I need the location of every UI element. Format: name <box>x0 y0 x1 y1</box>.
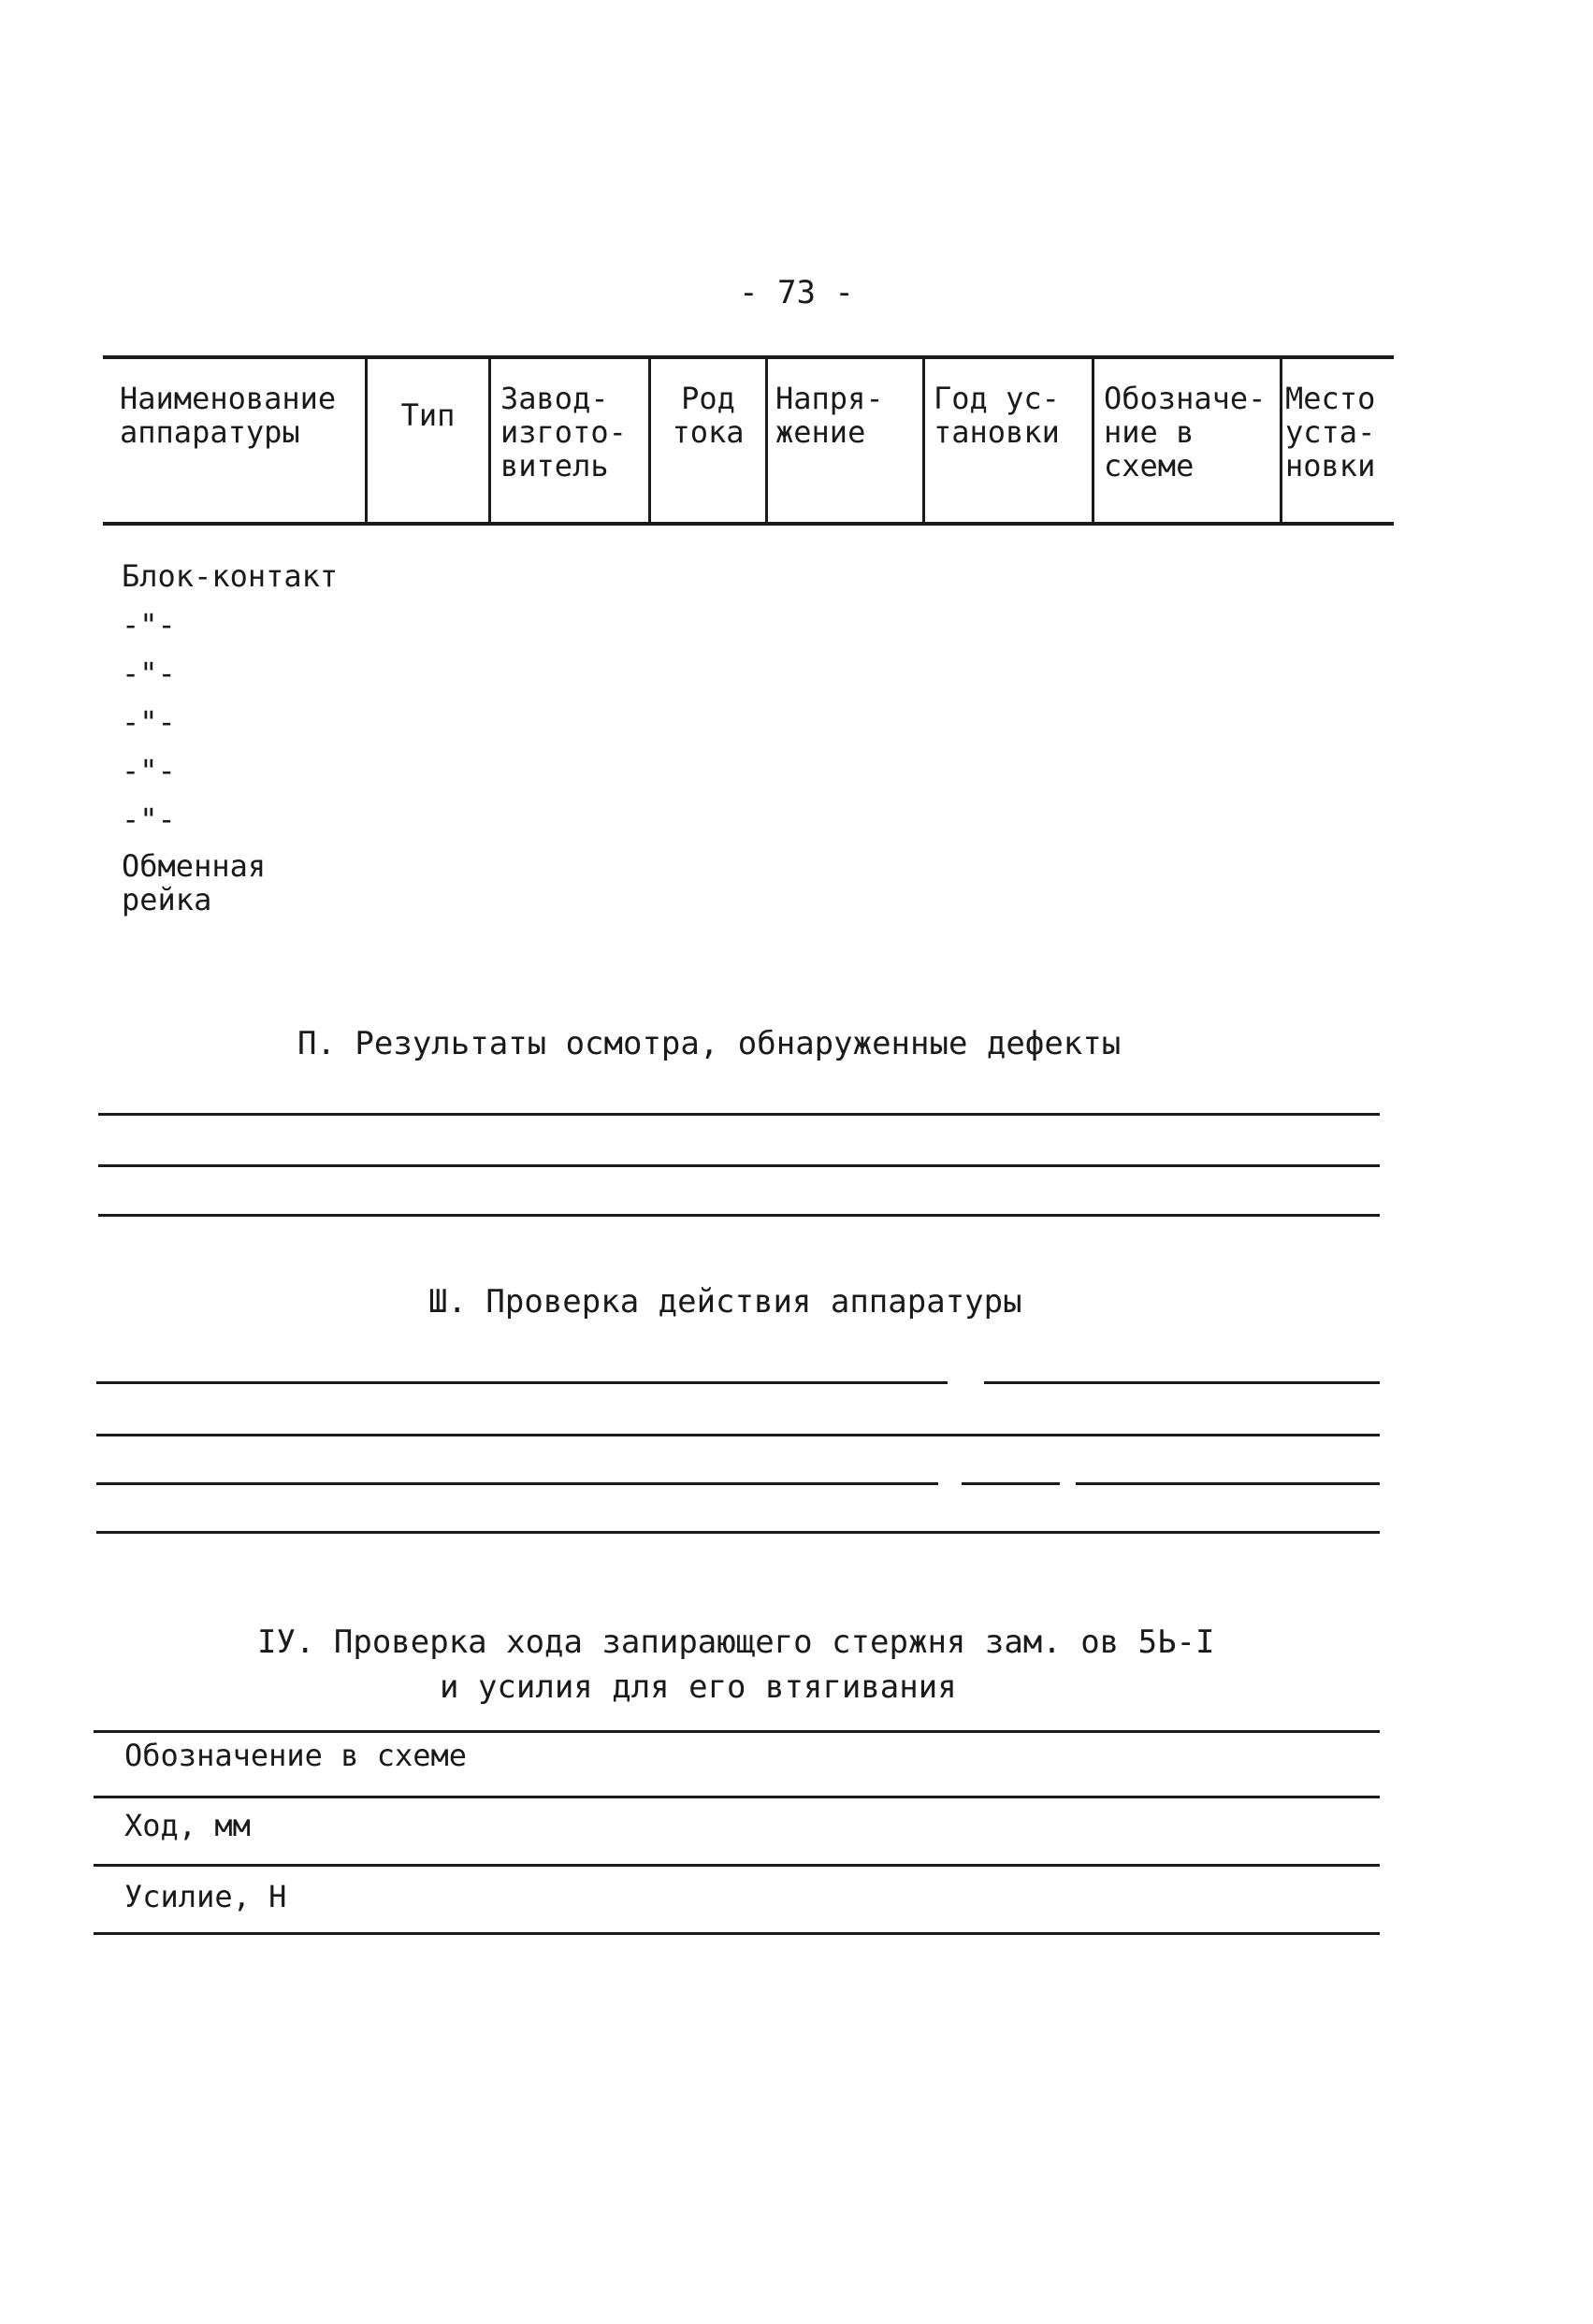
column-header-name: Наименование аппаратуры <box>120 381 337 450</box>
column-header-scheme-designation: Обозначе- ние в схеме <box>1104 381 1267 484</box>
table-top-rule <box>103 355 1394 359</box>
blank-line <box>1076 1482 1380 1485</box>
column-divider <box>765 357 768 524</box>
list-item: -"- <box>122 801 176 837</box>
blank-line <box>98 1214 1380 1217</box>
column-divider <box>365 357 368 524</box>
section-4-title-line-1: IУ. Проверка хода запирающего стержня зам. ов 5Ь-I <box>257 1624 1215 1661</box>
blank-line <box>984 1381 1380 1384</box>
field-scheme-designation: Обозначение в схеме <box>124 1738 468 1773</box>
table-header-bottom-rule <box>103 522 1394 526</box>
page-number: - 73 - <box>739 274 854 311</box>
column-header-type: Тип <box>400 397 456 433</box>
field-force-n: Усилие, Н <box>124 1879 287 1914</box>
column-header-manufacturer: Завод- изгото- витель <box>500 381 627 484</box>
column-divider <box>1092 357 1094 524</box>
section-2-title: П. Результаты осмотра, обнаруженные дефекты <box>297 1025 1122 1062</box>
blank-line <box>98 1113 1380 1116</box>
form-rule <box>94 1730 1380 1733</box>
list-item: -"- <box>122 656 176 691</box>
list-item: Обменная рейка <box>122 848 267 917</box>
column-header-voltage: Напря- жение <box>775 381 884 450</box>
blank-line <box>96 1381 948 1384</box>
column-header-install-place: Место уста- новки <box>1285 381 1376 484</box>
column-divider <box>922 357 925 524</box>
list-item: -"- <box>122 704 176 740</box>
blank-line <box>98 1164 1380 1167</box>
column-divider <box>488 357 491 524</box>
blank-line <box>96 1434 1380 1436</box>
list-item: -"- <box>122 607 176 642</box>
blank-line <box>962 1482 1060 1485</box>
list-item: -"- <box>122 753 176 788</box>
section-3-title: Ш. Проверка действия аппаратуры <box>428 1283 1022 1321</box>
column-header-install-year: Год ус- тановки <box>934 381 1060 450</box>
list-item: Блок-контакт <box>122 558 339 594</box>
form-rule <box>94 1796 1380 1798</box>
column-header-current-type: Род тока <box>672 381 745 450</box>
field-stroke-mm: Ход, мм <box>124 1808 251 1843</box>
form-rule <box>94 1932 1380 1935</box>
blank-line <box>96 1531 1380 1534</box>
blank-line <box>96 1482 938 1485</box>
section-4-title-line-2: и усилия для его втягивания <box>440 1668 957 1706</box>
form-rule <box>94 1864 1380 1867</box>
